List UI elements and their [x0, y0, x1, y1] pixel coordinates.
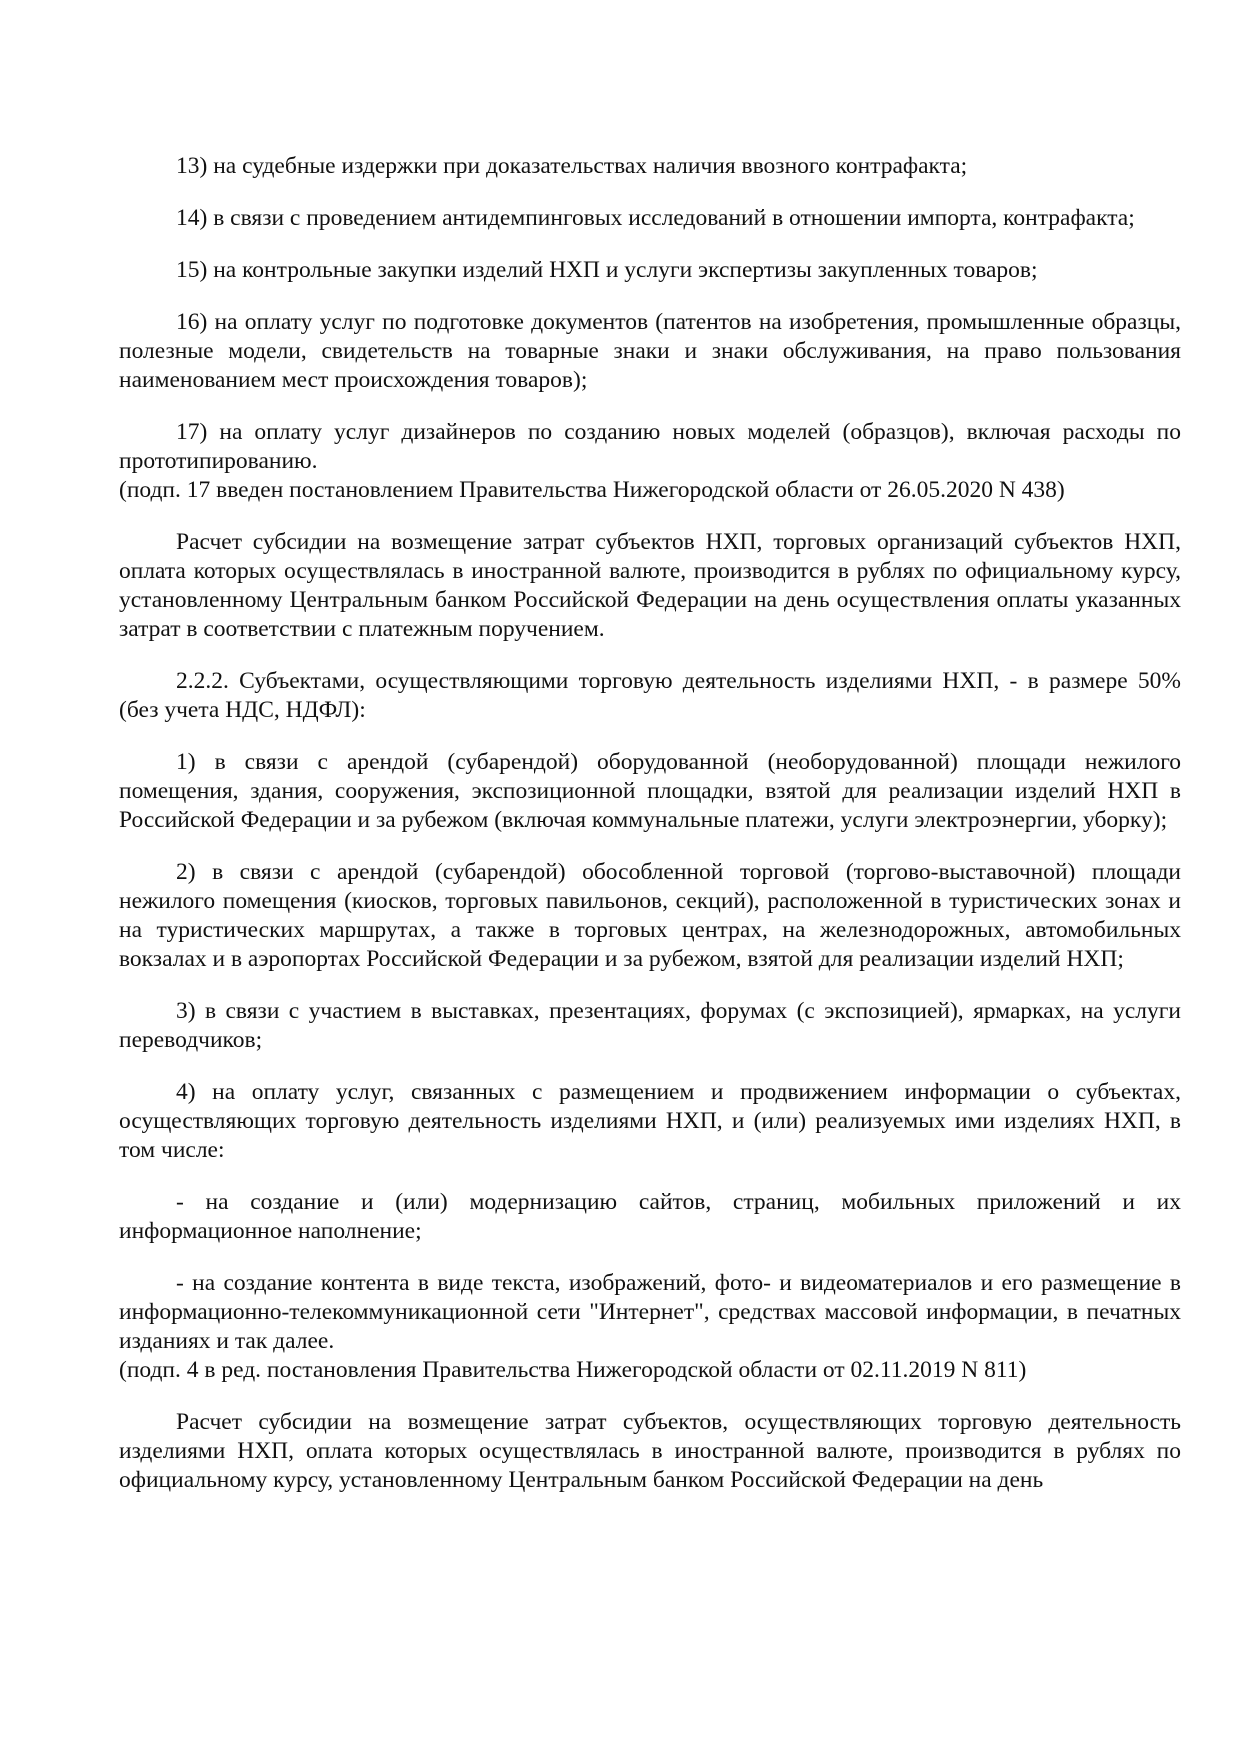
- paragraph-item-16: 16) на оплату услуг по подготовке документов (патентов на изобретения, промышленные образцы, полезные модели, свидетельств на товарные знаки и знаки обслуживания, на право пользования наименованием мест происхождения товаров);: [119, 309, 1181, 393]
- paragraph-subitem-sites: - на создание и (или) модернизацию сайтов, страниц, мобильных приложений и их информационное наполнение;: [119, 1189, 1181, 1244]
- paragraph-item-4: 4) на оплату услуг, связанных с размещением и продвижением информации о субъектах, осуществляющих торговую деятельность изделиями НХП, и (или) реализуемых ими изделиях НХП, в том числе:: [119, 1079, 1181, 1163]
- paragraph-subitem-content: - на создание контента в виде текста, изображений, фото- и видеоматериалов и его размещение в информационно-телекоммуникационной сети "Интернет", средствах массовой информации, в печатных изданиях и так далее.: [119, 1270, 1181, 1354]
- paragraph-item-13: 13) на судебные издержки при доказательствах наличия ввозного контрафакта;: [176, 153, 968, 179]
- paragraph-item-17: 17) на оплату услуг дизайнеров по созданию новых моделей (образцов), включая расходы по прототипированию.: [119, 419, 1181, 474]
- paragraph-item-15: 15) на контрольные закупки изделий НХП и услуги экспертизы закупленных товаров;: [176, 257, 1038, 283]
- paragraph-currency-calculation: Расчет субсидии на возмещение затрат субъектов НХП, торговых организаций субъектов НХП, оплата которых осуществлялась в иностранной валюте, производится в рублях по официальному курсу, установленному Центральным банком Российской Федерации на день осуществления оплаты указанных затрат в соответствии с платежным поручением.: [119, 529, 1181, 642]
- paragraph-item-2: 2) в связи с арендой (субарендой) обособленной торговой (торгово-выставочной) площади нежилого помещения (киосков, торговых павильонов, секций), расположенной в туристических зонах и на туристических маршрутах, а также в торговых центрах, на железнодорожных, автомобильных вокзалах и в аэропортах Российской Федерации и за рубежом, взятой для реализации изделий НХП;: [119, 859, 1181, 972]
- document-page: [119, 152, 1181, 1518]
- paragraph-item-3: 3) в связи с участием в выставках, презентациях, форумах (с экспозицией), ярмарках, на услуги переводчиков;: [119, 998, 1181, 1053]
- paragraph-item-1: 1) в связи с арендой (субарендой) оборудованной (необорудованной) площади нежилого помещения, здания, сооружения, экспозиционной площадки, взятой для реализации изделий НХП в Российской Федерации и за рубежом (включая коммунальные платежи, услуги электроэнергии, уборку);: [119, 749, 1181, 833]
- paragraph-item-14: 14) в связи с проведением антидемпинговых исследований в отношении импорта, контрафакта;: [176, 205, 1135, 231]
- amendment-note-4: (подп. 4 в ред. постановления Правительства Нижегородской области от 02.11.2019 N 811): [119, 1357, 1027, 1383]
- amendment-note-17: (подп. 17 введен постановлением Правительства Нижегородской области от 26.05.2020 N 438): [119, 477, 1065, 503]
- paragraph-currency-calculation-trade: Расчет субсидии на возмещение затрат субъектов, осуществляющих торговую деятельность изделиями НХП, оплата которых осуществлялась в иностранной валюте, производится в рублях по официальному курсу, установленному Центральным банком Российской Федерации на день: [119, 1409, 1181, 1493]
- paragraph-2-2-2: 2.2.2. Субъектами, осуществляющими торговую деятельность изделиями НХП, - в размере 50% (без учета НДС, НДФЛ):: [119, 668, 1181, 723]
